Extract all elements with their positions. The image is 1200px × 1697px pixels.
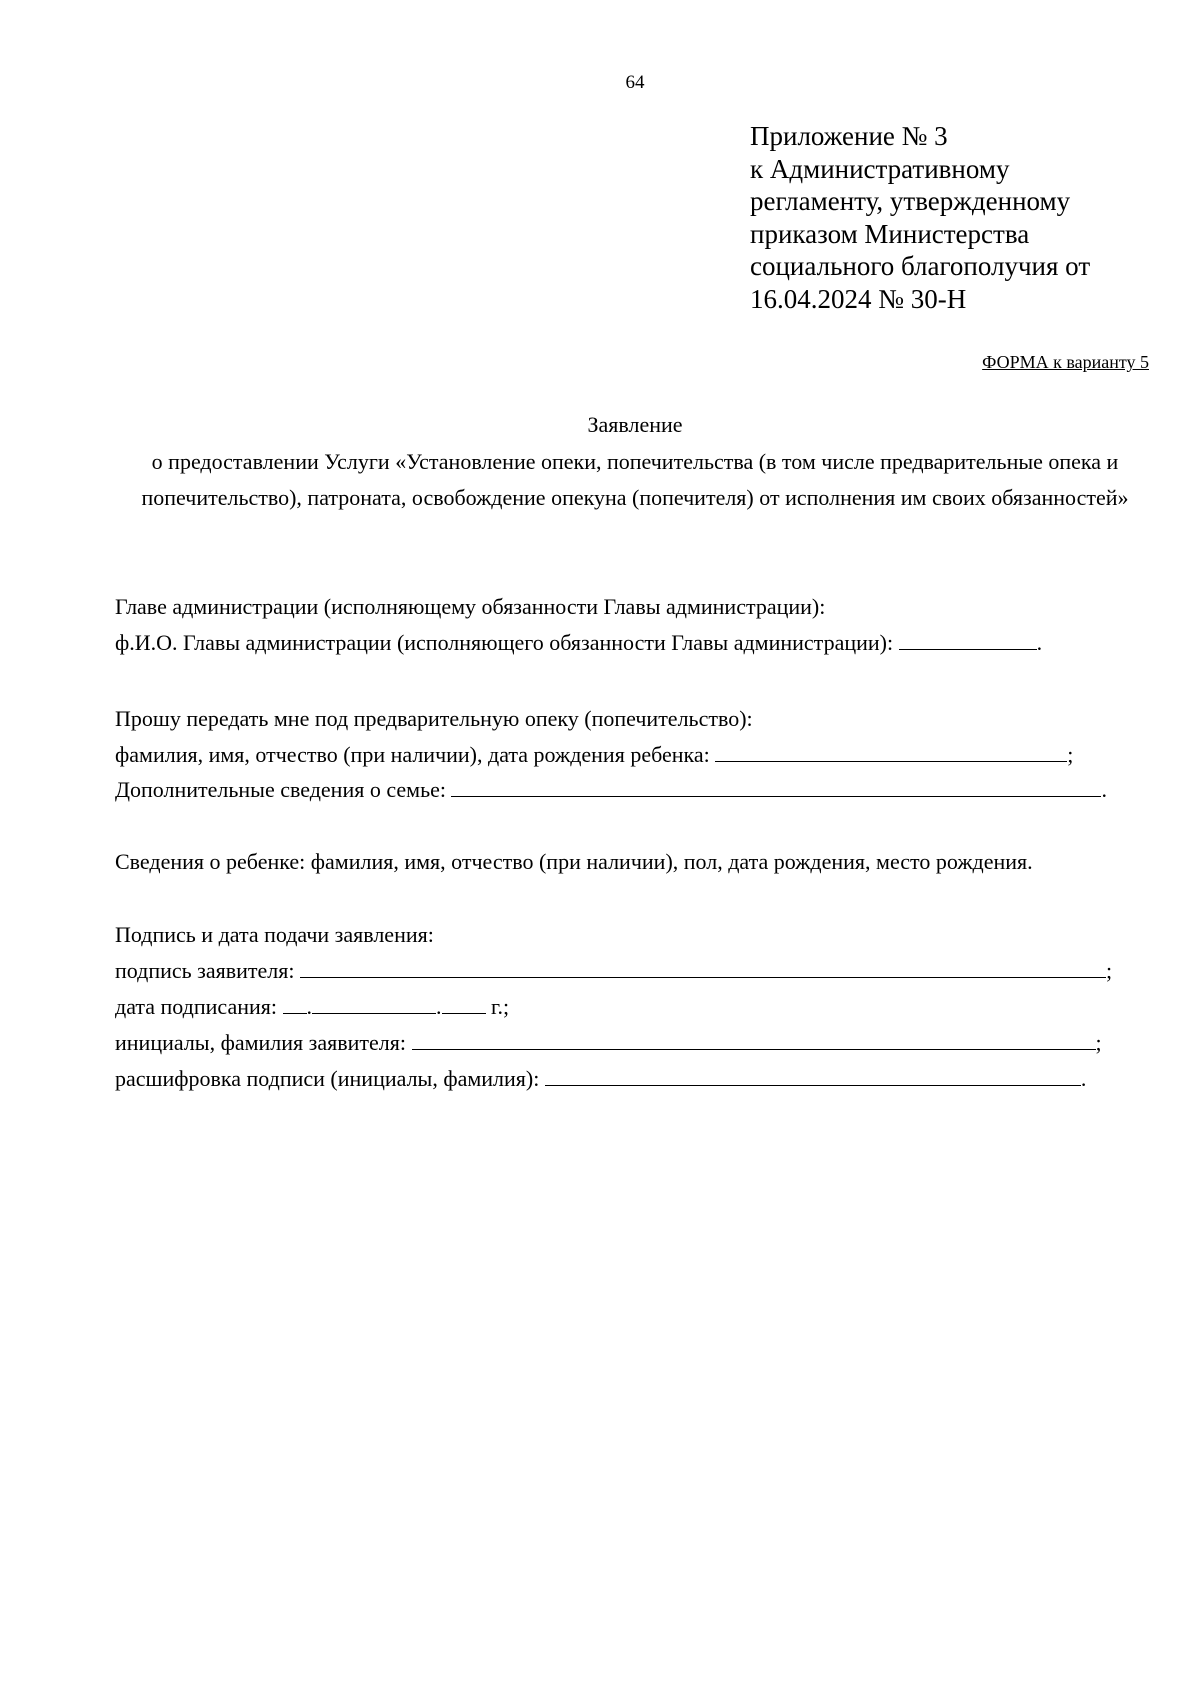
signature-blank[interactable] [300, 959, 1106, 978]
signature-field-row [115, 958, 1112, 984]
date-field-row [115, 994, 509, 1020]
field-end: ; [1106, 958, 1113, 983]
child-info-line: Сведения о ребенке: фамилия, имя, отчество (при наличии), пол, дата рождения, место рождения. [115, 849, 1033, 874]
decode-field-row [115, 1066, 1086, 1092]
date-suffix: г.; [491, 994, 510, 1019]
appendix-line: к Административному [750, 153, 1010, 184]
child-data-blank[interactable] [715, 743, 1067, 762]
appendix-line: социального благополучия от [750, 251, 1091, 281]
initials-field-row [115, 1030, 1102, 1056]
appendix-line: приказом Министерства [750, 218, 1030, 249]
addressee-field-row [115, 630, 1042, 656]
document-subtitle: о предоставлении Услуги «Установление опеки, попечительства (в том числе предварительные опека и попечительство), патроната, освобождение опекуна (попечителя) от исполнения им своих обязанностей» [141, 449, 1129, 510]
initials-blank[interactable] [412, 1031, 1096, 1050]
date-day-blank[interactable] [283, 995, 307, 1014]
date-field-label: дата подписания: [115, 994, 277, 1019]
field-end: . [1036, 630, 1043, 655]
signature-heading: Подпись и дата подачи заявления: [115, 922, 434, 947]
form-variant-label: ФОРМА к варианту 5 [982, 352, 1149, 372]
decode-field-label: расшифровка подписи (инициалы, фамилия): [115, 1066, 540, 1091]
family-field-row [115, 777, 1107, 803]
date-separator: . [436, 994, 442, 1019]
field-end: . [1101, 777, 1107, 802]
family-field-label: Дополнительные сведения о семье: [115, 777, 446, 802]
document-title: Заявление [587, 412, 683, 437]
appendix-line: Приложение № 3 [750, 121, 948, 151]
page-number: 64 [625, 72, 645, 93]
addressee-heading: Главе администрации (исполняющему обязанности Главы администрации): [115, 594, 826, 619]
family-info-blank[interactable] [451, 778, 1101, 797]
date-month-blank[interactable] [312, 995, 436, 1014]
appendix-line: 16.04.2024 № 30-Н [750, 283, 967, 314]
field-end: ; [1067, 742, 1074, 767]
signature-decode-blank[interactable] [545, 1067, 1081, 1086]
field-end: ; [1095, 1030, 1102, 1055]
signature-field-label: подпись заявителя: [115, 958, 295, 983]
appendix-line: регламенту, утвержденному [750, 186, 1071, 216]
date-year-blank[interactable] [442, 995, 486, 1014]
initials-field-label: инициалы, фамилия заявителя: [115, 1030, 406, 1055]
addressee-name-blank[interactable] [899, 631, 1037, 650]
child-field-label: фамилия, имя, отчество (при наличии), дата рождения ребенка: [115, 742, 710, 767]
appendix-block [750, 120, 1090, 315]
field-end: . [1080, 1066, 1087, 1091]
request-heading: Прошу передать мне под предварительную опеку (попечительство): [115, 706, 753, 731]
addressee-field-label: ф.И.О. Главы администрации (исполняющего обязанности Главы администрации): [115, 630, 894, 655]
date-separator: . [306, 994, 312, 1019]
child-field-row [115, 742, 1073, 768]
